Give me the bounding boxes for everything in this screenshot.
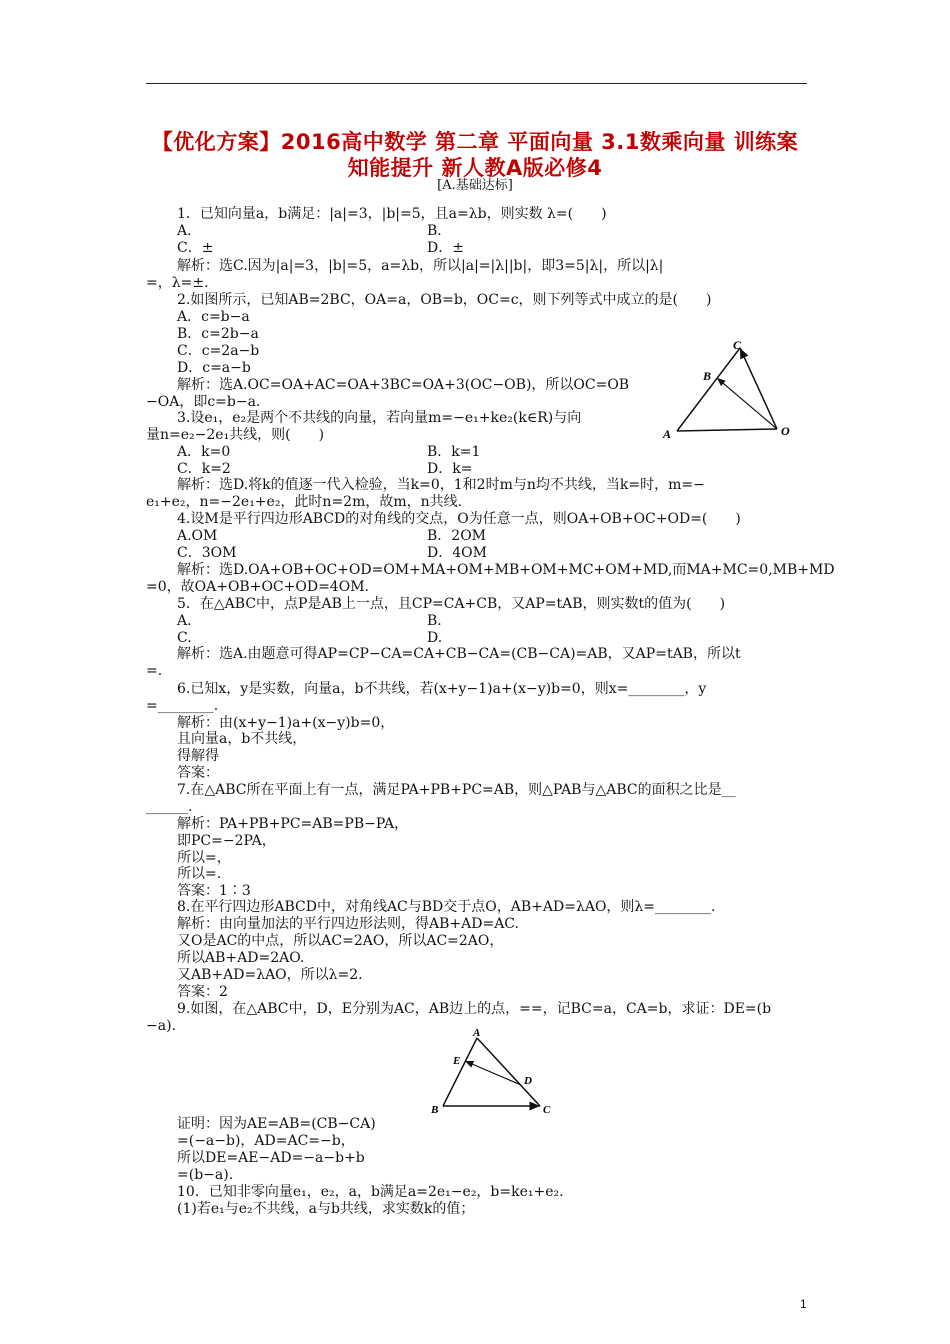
q7-stem: 7.在△ABC所在平面上有一点，满足PA+PB+PC=AB，则△PAB与△ABC的面积之比是__ bbox=[177, 782, 736, 798]
figure-triangle-aoc bbox=[655, 336, 805, 446]
q3-option-c: C．k=2 bbox=[177, 461, 231, 477]
q8-solution-3: 所以AB+AD=2AO. bbox=[177, 950, 305, 966]
q7-answer: 答案：1∶3 bbox=[177, 883, 251, 899]
segment-ac bbox=[477, 1038, 540, 1106]
q8-solution-2: 又O是AC的中点，所以AC=2AO，所以AC=2AO， bbox=[177, 933, 504, 949]
q6-solution-2: 且向量a，b不共线， bbox=[177, 731, 307, 747]
q3-option-d: D．k= bbox=[427, 461, 473, 477]
q3-solution-cont: e₁+e₂，n=−2e₁+e₂，此时n=2m，故m，n共线. bbox=[146, 494, 463, 510]
label-c: C bbox=[543, 1104, 551, 1116]
q1-option-b: B. bbox=[427, 223, 442, 239]
q2-solution-cont: −OA，即c=b−a. bbox=[146, 394, 261, 410]
vector-ob bbox=[717, 378, 777, 429]
q1-solution-cont: =，λ=±. bbox=[146, 275, 209, 291]
q4-option-a: A.OM bbox=[177, 528, 218, 544]
q1-stem: 1．已知向量a，b满足：|a|=3，|b|=5，且a=λb，则实数 λ=( ) bbox=[177, 206, 607, 222]
q4-solution-cont: =0，故OA+OB+OC+OD=4OM. bbox=[146, 579, 369, 595]
q3-stem-cont: 量n=e₂−2e₁共线，则( ) bbox=[146, 427, 325, 443]
q2-solution: 解析：选A.OC=OA+AC=OA+3BC=OA+3(OC−OB)，所以OC=OB bbox=[177, 377, 630, 393]
q9-proof-4: =(b−a). bbox=[177, 1167, 234, 1183]
q2-option-b: B．c=2b−a bbox=[177, 326, 259, 342]
q6-solution: 解析：由(x+y−1)a+(x−y)b=0， bbox=[177, 715, 395, 731]
q8-solution-4: 又AB+AD=λAO，所以λ=2. bbox=[177, 967, 363, 983]
q1-option-d: D．± bbox=[427, 240, 464, 256]
q7-solution-3: 所以=， bbox=[177, 850, 231, 866]
doc-title-line2: 知能提升 新人教A版必修4 bbox=[347, 156, 603, 180]
segment-ab bbox=[443, 1038, 477, 1106]
doc-title-line1: 【优化方案】2016高中数学 第二章 平面向量 3.1数乘向量 训练案 bbox=[151, 130, 799, 154]
q8-solution: 解析：由向量加法的平行四边形法则，得AB+AD=AC. bbox=[177, 916, 519, 932]
label-c: C bbox=[733, 338, 742, 352]
q4-option-c: C．3OM bbox=[177, 545, 237, 561]
q3-option-b: B．k=1 bbox=[427, 444, 481, 460]
q7-solution-2: 即PC=−2PA， bbox=[177, 833, 276, 849]
q10-stem: 10．已知非零向量e₁，e₂，a，b满足a=2e₁−e₂，b=ke₁+e₂. bbox=[177, 1184, 564, 1200]
header-rule bbox=[146, 83, 807, 84]
figure-triangle-abc bbox=[425, 1024, 560, 1118]
label-o: O bbox=[781, 424, 790, 438]
q10-part1: (1)若e₁与e₂不共线，a与b共线，求实数k的值； bbox=[177, 1201, 475, 1217]
q7-solution-4: 所以=. bbox=[177, 866, 222, 882]
q5-solution-cont: =. bbox=[146, 663, 163, 679]
q6-stem-cont: =________. bbox=[146, 698, 219, 714]
q5-option-c: C. bbox=[177, 630, 192, 646]
label-a: A bbox=[473, 1027, 481, 1039]
label-e: E bbox=[453, 1055, 461, 1067]
q5-option-d: D. bbox=[427, 630, 443, 646]
q5-option-a: A. bbox=[177, 613, 192, 629]
q9-proof: 证明：因为AE=AB=(CB−CA) bbox=[177, 1116, 376, 1132]
q9-proof-3: 所以DE=AE−AD=−a−b+b bbox=[177, 1150, 365, 1166]
q4-option-d: D．4OM bbox=[427, 545, 487, 561]
q8-stem: 8.在平行四边形ABCD中，对角线AC与BD交于点O，AB+AD=λAO，则λ=________. bbox=[177, 899, 716, 915]
page-number: 1 bbox=[800, 1297, 807, 1311]
q3-solution: 解析：选D.将k的值逐一代入检验，当k=0，1和2时m与n均不共线，当k=时，m=− bbox=[177, 477, 705, 493]
vector-oc bbox=[740, 348, 777, 429]
segment-ao bbox=[677, 429, 777, 431]
q4-option-b: B．2OM bbox=[427, 528, 487, 544]
label-a: A bbox=[663, 427, 672, 441]
q5-solution: 解析：选A.由题意可得AP=CP−CA=CA+CB−CA=(CB−CA)=AB，又AP=tAB，所以t bbox=[177, 646, 741, 662]
label-b: B bbox=[703, 369, 712, 383]
q8-answer: 答案：2 bbox=[177, 984, 228, 1000]
q3-option-a: A．k=0 bbox=[177, 444, 231, 460]
q9-stem-cont: −a). bbox=[146, 1018, 176, 1034]
section-heading: [A.基础达标] bbox=[437, 178, 513, 193]
q1-solution: 解析：选C.因为|a|=3，|b|=5，a=λb，所以|a|=|λ||b|，即3=5|λ|，所以|λ| bbox=[177, 258, 664, 274]
q4-stem: 4.设M是平行四边形ABCD的对角线的交点，O为任意一点，则OA+OB+OC+OD=( ) bbox=[177, 511, 741, 527]
q6-solution-3: 得解得 bbox=[177, 748, 219, 764]
q1-option-a: A. bbox=[177, 223, 192, 239]
q6-answer: 答案： bbox=[177, 765, 219, 781]
q3-stem: 3.设e₁，e₂是两个不共线的向量，若向量m=−e₁+ke₂(k∈R)与向 bbox=[177, 410, 582, 426]
q5-option-b: B. bbox=[427, 613, 442, 629]
q7-stem-cont: ______. bbox=[146, 799, 193, 815]
q4-solution: 解析：选D.OA+OB+OC+OD=OM+MA+OM+MB+OM+MC+OM+MD,而MA+MC=0,MB+MD bbox=[177, 562, 835, 578]
q2-stem: 2.如图所示，已知AB=2BC，OA=a，OB=b，OC=c，则下列等式中成立的是( ) bbox=[177, 292, 712, 308]
q9-proof-2: =(−a−b)，AD=AC=−b， bbox=[177, 1133, 355, 1149]
q2-option-c: C．c=2a−b bbox=[177, 343, 260, 359]
q1-option-c: C．± bbox=[177, 240, 214, 256]
q9-stem: 9.如图，在△ABC中，D，E分别为AC，AB边上的点，==，记BC=a，CA=b，求证：DE=(b bbox=[177, 1001, 772, 1017]
label-b: B bbox=[431, 1104, 439, 1116]
q2-option-a: A．c=b−a bbox=[177, 309, 250, 325]
q7-solution: 解析：PA+PB+PC=AB=PB−PA， bbox=[177, 816, 409, 832]
vector-de bbox=[465, 1061, 521, 1085]
q5-stem: 5．在△ABC中，点P是AB上一点，且CP=CA+CB，又AP=tAB，则实数t的值为( ) bbox=[177, 596, 726, 612]
q6-stem: 6.已知x，y是实数，向量a，b不共线，若(x+y−1)a+(x−y)b=0，则x=________，y bbox=[177, 681, 707, 697]
label-d: D bbox=[524, 1075, 532, 1087]
q2-option-d: D．c=a−b bbox=[177, 360, 251, 376]
